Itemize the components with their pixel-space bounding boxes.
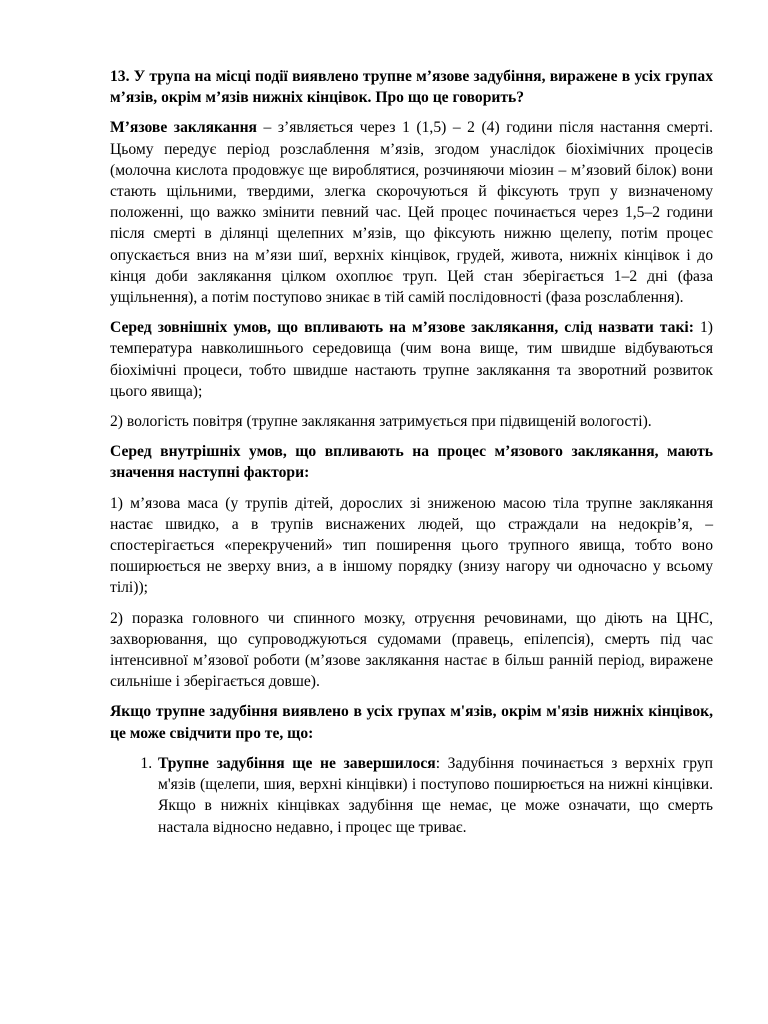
external-conditions-lead: Серед зовнішніх умов, що впливають на м’язове заклякання, слід назвати такі:	[110, 319, 694, 337]
internal-condition-2: 2) поразка головного чи спинного мозку, отруєння речовинами, що діють на ЦНС, захворювання, що супроводжуються судомами (правець, епілепсія), смерть під час інтенсивної м’язової роботи (м’язове заклякання настає в більш ранній період, виражене сильніше і зберігається довше).	[110, 609, 713, 691]
conclusion-lead: Якщо трупне задубіння виявлено в усіх групах м'язів, окрім м'язів нижніх кінцівок, це може свідчити про те, що:	[110, 703, 713, 742]
conclusion-point-text: : Задубіння починається з верхніх груп м'язів (щелепи, шия, верхні кінцівки) і поступово поширюється на нижні кінцівки. Якщо в нижніх кінцівках задубіння ще немає, це може означати, що смерть настала відносно недавно, і процес ще триває.	[158, 754, 714, 836]
internal-condition-1: 1) м’язова маса (у трупів дітей, дорослих зі зниженою масою тіла трупне заклякання настає швидко, а в трупів виснажених людей, що страждали на недокрів’я, – спостерігається «перекручений» тип поширення цього трупного явища, тобто воно поширюється не зверху вниз, а в іншому порядку (знизу нагору чи одночасно у всьому тілі));	[110, 494, 713, 597]
conclusion-lead-paragraph	[110, 701, 713, 743]
internal-conditions-lead: Серед внутрішніх умов, що впливають на процес м’язового заклякання, мають значення наступні фактори:	[110, 443, 713, 482]
rigor-description: – з’являється через 1 (1,5) – 2 (4) години після настання смерті. Цьому передує період розслаблення м’язів, згодом унаслідок біохімічних процесів (молочна кислота продовжує ще вироблятися, розчиняючи міозин – м’язовий білок) вони стають щільними, твердими, злегка скорочуються й фіксують труп у визначеному положенні, що важко змінити певний час. Цей процес починається через 1,5–2 години після смерті в ділянці щелепних м’язів, що фіксують нижню щелепу, потім процес опускається вниз на м’язи шиї, верхніх кінцівок, грудей, живота, нижніх кінцівок і до кінця доби заклякання цілком охоплює труп. Цей стан зберігається 1–2 дні (фаза ущільнення), а потім поступово зникає в тій самій послідовності (фаза розслаблення).	[110, 119, 713, 307]
internal-conditions-lead-paragraph	[110, 441, 713, 483]
document-page	[110, 66, 713, 838]
rigor-paragraph	[110, 117, 713, 308]
conclusion-point-term: Трупне задубіння ще не завершилося	[158, 754, 436, 772]
external-condition-2: 2) вологість повітря (трупне заклякання затримується при підвищеній вологості).	[110, 413, 652, 431]
external-condition-1: 1) температура навколишнього середовища (чим вона вище, тим швидше відбуваються біохімічні процеси, тобто швидше настають трупне заклякання та зворотний розвиток цього явища);	[110, 319, 713, 400]
conclusion-list-item	[156, 753, 713, 838]
question-text: 13. У трупа на місці події виявлено трупне м’язове задубіння, виражене в усіх групах м’язів, окрім м’язів нижніх кінцівок. Про що це говорить?	[110, 68, 713, 107]
external-conditions-paragraph	[110, 317, 713, 402]
rigor-term: М’язове заклякання	[110, 119, 257, 137]
conclusion-list	[110, 753, 713, 838]
question-heading	[110, 66, 713, 108]
